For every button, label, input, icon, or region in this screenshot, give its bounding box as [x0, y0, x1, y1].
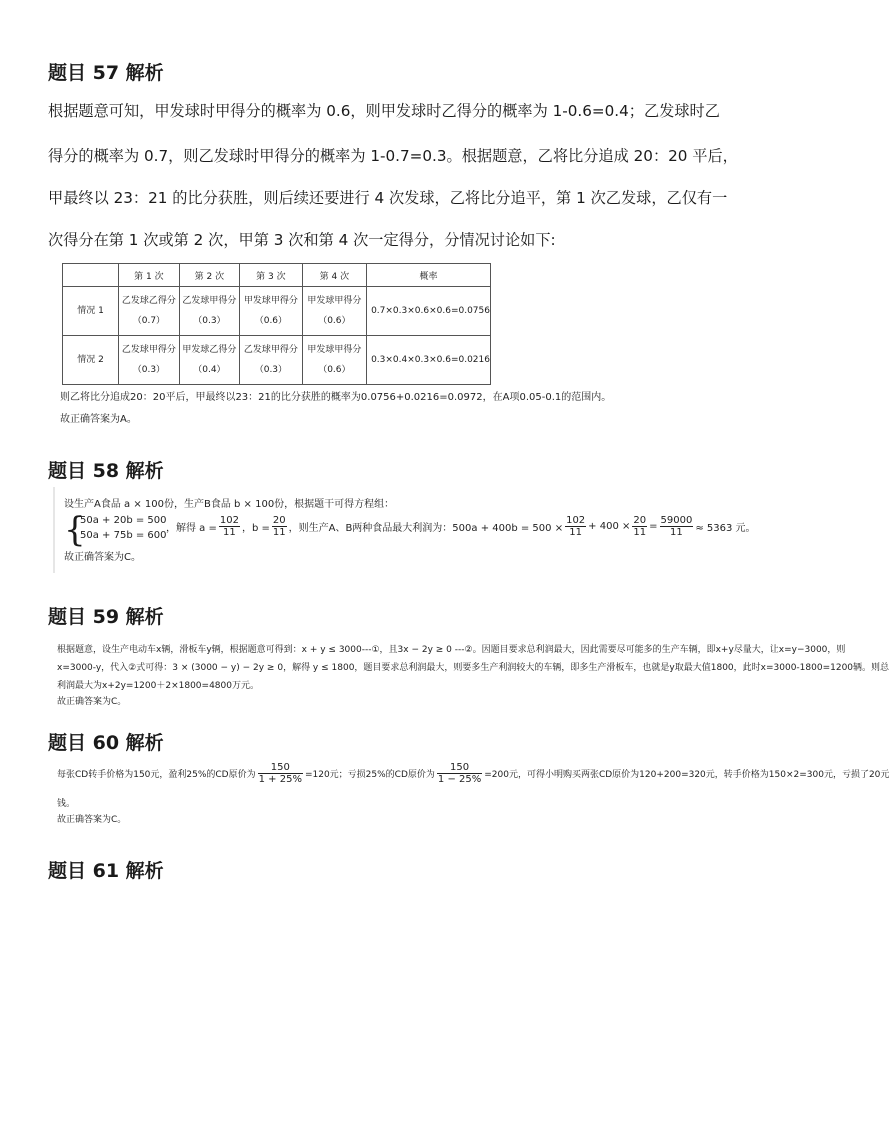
table-cell	[302, 287, 366, 336]
cell-prob: （0.3）	[254, 365, 288, 375]
fraction-numerator: 102	[566, 515, 586, 526]
fraction-result	[660, 515, 694, 538]
fraction-profit	[258, 762, 303, 785]
q59-line-2: x=3000-y，代入②式可得：3 × (3000 − y) − 2y ≥ 0，解得 y ≤ 1800，题目要求总利润最大，则要多生产利润较大的车辆，即多生产滑板车，也就是y取最大值1800，此时x=3000-1800=1200辆。则总	[57, 663, 889, 673]
fraction-numerator: 59000	[660, 515, 693, 526]
cell-event: 甲发球甲得分	[307, 296, 362, 306]
profit-text: ，则生产A、B两种食品最大利润为：500a + 400b = 500 ×	[288, 523, 564, 534]
cell-prob: （0.6）	[254, 316, 288, 326]
cell-event: 乙发球甲得分	[121, 345, 176, 355]
fraction-denominator: 11	[633, 527, 647, 538]
table-row	[63, 336, 491, 385]
fraction-loss	[437, 762, 482, 785]
q59-title: 题目 59 解析	[48, 606, 164, 628]
q60-line-1	[57, 762, 889, 785]
q57-conclusion: 则乙将比分追成20：20平后，甲最终以23：21的比分获胜的概率为0.0756+0.0216=0.0972，在A项0.05-0.1的范围内。	[60, 392, 612, 403]
fraction-numerator: 150	[258, 762, 303, 774]
table-row	[63, 287, 491, 336]
q59-line-3: 利润最大为x+2y=1200＋2×1800=4800万元。	[57, 681, 259, 691]
fraction-numerator: 102	[219, 515, 239, 526]
q57-line-2: 得分的概率为 0.7，则乙发球时甲得分的概率为 1-0.7=0.3。根据题意，乙将比分追成 20：20 平后，	[48, 147, 738, 165]
table-cell	[179, 287, 240, 336]
row-label: 情况 2	[63, 336, 119, 385]
table-header-cell: 概率	[367, 264, 491, 287]
q58-solution	[166, 515, 756, 538]
plus-text: + 400 ×	[588, 521, 631, 532]
b-label: ，b =	[241, 523, 270, 534]
table-header-row	[63, 264, 491, 287]
q57-probability-table	[62, 263, 491, 385]
fraction-a-repeat	[565, 515, 586, 538]
q58-image-edge	[53, 487, 55, 573]
fraction-denominator: 11	[670, 527, 683, 538]
q57-title: 题目 57 解析	[48, 62, 164, 84]
q57-answer: 故正确答案为A。	[60, 414, 137, 425]
q57-line-1: 根据题意可知，甲发球时甲得分的概率为 0.6，则甲发球时乙得分的概率为 1-0.6=0.4；乙发球时乙	[48, 102, 720, 120]
cell-prob: （0.4）	[193, 365, 226, 375]
q60-text-2: =120元；亏损25%的CD原价为	[304, 770, 435, 780]
table-header-cell: 第 1 次	[119, 264, 180, 287]
q58-title: 题目 58 解析	[48, 460, 164, 482]
q58-equation-2: 50a + 75b = 600	[80, 530, 167, 541]
fraction-b-repeat	[632, 515, 647, 538]
fraction-denominator: 11	[272, 527, 286, 538]
cell-prob: （0.3）	[193, 316, 226, 326]
q61-title: 题目 61 解析	[48, 860, 164, 882]
cell-event: 乙发球甲得分	[182, 296, 237, 306]
fraction-numerator: 20	[633, 515, 647, 526]
fraction-denominator: 1 − 25%	[437, 774, 482, 785]
table-header-cell: 第 4 次	[302, 264, 366, 287]
table-header-cell: 第 2 次	[179, 264, 240, 287]
cell-event: 乙发球甲得分	[243, 345, 298, 355]
table-cell	[119, 287, 180, 336]
fraction-numerator: 150	[437, 762, 482, 774]
q60-line-2: 钱。	[57, 799, 76, 809]
approx-text: ≈ 5363 元。	[695, 523, 756, 534]
q60-answer: 故正确答案为C。	[57, 815, 127, 825]
q60-title: 题目 60 解析	[48, 732, 164, 754]
q57-line-3: 甲最终以 23：21 的比分获胜，则后续还要进行 4 次发球，乙将比分追平，第 1 次乙发球，乙仅有一	[48, 189, 728, 207]
cell-prob: （0.3）	[132, 365, 166, 375]
fraction-denominator: 1 + 25%	[258, 774, 302, 785]
q58-intro: 设生产A食品 a × 100份，生产B食品 b × 100份，根据题干可得方程组：	[64, 499, 395, 510]
q58-equation-1: 50a + 20b = 500	[80, 515, 167, 526]
q58-answer: 故正确答案为C。	[64, 552, 141, 563]
cell-prob: （0.6）	[318, 365, 351, 375]
fraction-a	[219, 515, 240, 538]
row-label: 情况 1	[63, 287, 119, 336]
table-cell	[240, 287, 302, 336]
row-probability: 0.3×0.4×0.3×0.6=0.0216	[367, 336, 491, 385]
cell-event: 甲发球甲得分	[243, 296, 298, 306]
q60-text-1: 每张CD转手价格为150元，盈利25%的CD原价为	[57, 770, 256, 780]
table-cell	[302, 336, 366, 385]
q59-line-1: 根据题意，设生产电动车x辆，滑板车y辆，根据题意可得到：x + y ≤ 3000---①，且3x − 2y ≥ 0 ---②。因题目要求总利润最大，因此需要尽可能多的生产车辆，即x+y尽量大，让x=y−3000，则	[57, 645, 846, 655]
fraction-denominator: 11	[569, 527, 582, 538]
table-header-cell: 第 3 次	[240, 264, 302, 287]
brace-symbol: {	[64, 510, 86, 550]
cell-prob: （0.6）	[318, 316, 351, 326]
table-cell	[119, 336, 180, 385]
q59-answer: 故正确答案为C。	[57, 697, 127, 707]
solve-label: ，解得 a =	[166, 523, 217, 534]
equals-text: =	[649, 521, 658, 532]
table-cell	[179, 336, 240, 385]
q57-line-4: 次得分在第 1 次或第 2 次，甲第 3 次和第 4 次一定得分，分情况讨论如下:	[48, 231, 556, 249]
cell-prob: （0.7）	[132, 316, 166, 326]
row-probability: 0.7×0.3×0.6×0.6=0.0756	[367, 287, 491, 336]
fraction-denominator: 11	[223, 527, 236, 538]
cell-event: 乙发球乙得分	[121, 296, 176, 306]
cell-event: 甲发球甲得分	[307, 345, 362, 355]
fraction-numerator: 20	[272, 515, 286, 526]
cell-event: 甲发球乙得分	[182, 345, 237, 355]
table-cell	[240, 336, 302, 385]
fraction-b	[272, 515, 287, 538]
table-header-cell	[63, 264, 119, 287]
q60-text-3: =200元，可得小明购买两张CD原价为120+200=320元，转手价格为150×2=300元，亏损了20元	[484, 770, 889, 780]
